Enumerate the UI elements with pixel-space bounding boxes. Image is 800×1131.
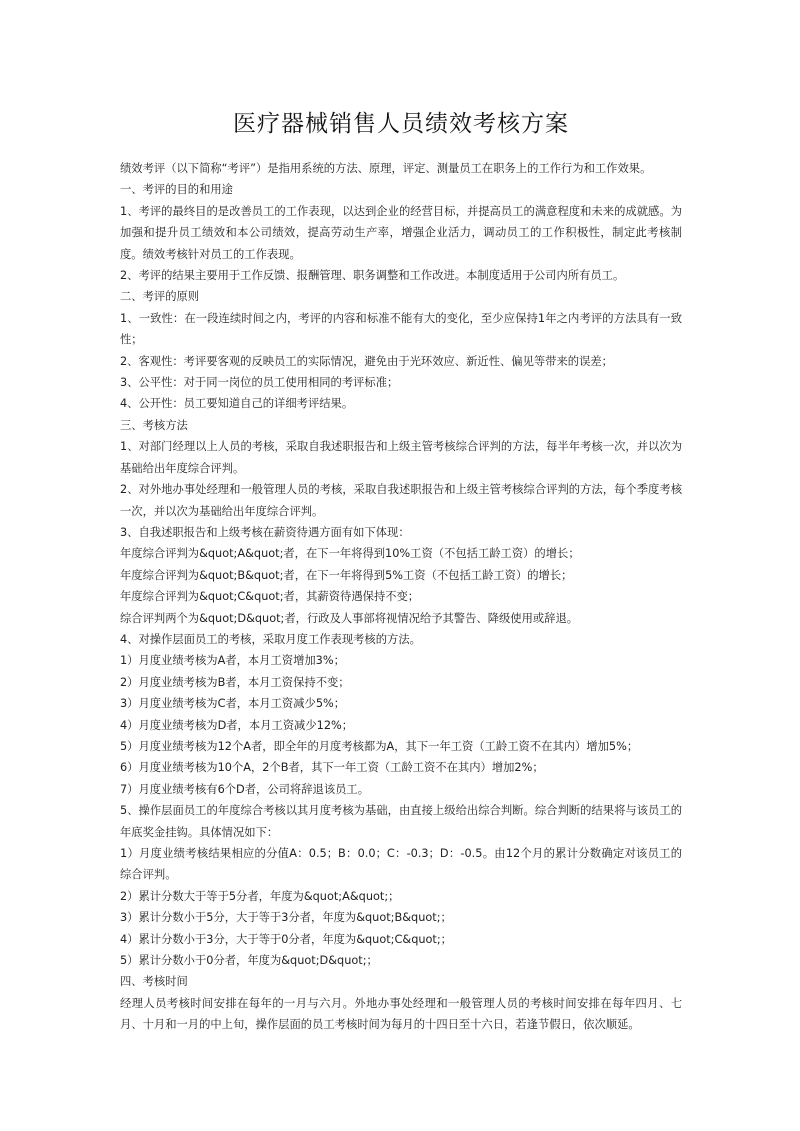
paragraph: 6）月度业绩考核为10个A，2个B者，其下一年工资（工龄工资不在其内）增加2%； <box>120 761 544 775</box>
paragraph: 2）月度业绩考核为B者，本月工资保持不变； <box>120 675 350 689</box>
document-title: 医疗器械销售人员绩效考核方案 <box>233 111 569 137</box>
paragraph: 5）月度业绩考核为12个A者，即全年的月度考核都为A，其下一年工资（工龄工资不在其内）增加5%； <box>120 739 639 753</box>
paragraph: 5、操作层面员工的年度综合考核以其月度考核为基础，由直接上级给出综合判断。综合判断的结果将与该员工的年底奖金挂钩。具体情况如下： <box>120 804 682 839</box>
paragraph: 1）月度业绩考核为A者，本月工资增加3%； <box>120 654 345 668</box>
paragraph: 年度综合评判为&quot;A&quot;者，在下一年将得到10%工资（不包括工龄工资）的增长； <box>120 547 580 561</box>
paragraph: 4、公开性：员工要知道自己的详细考评结果。 <box>120 397 354 411</box>
paragraph: 3）月度业绩考核为C者，本月工资减少5%； <box>120 697 346 711</box>
paragraph: 4）累计分数小于3分，大于等于0分者，年度为&quot;C&quot;； <box>120 932 452 946</box>
paragraph: 3、公平性：对于同一岗位的员工使用相同的考评标准； <box>120 376 399 390</box>
paragraph: 7）月度业绩考核有6个D者，公司将辞退该员工。 <box>120 782 370 796</box>
paragraph: 4）月度业绩考核为D者，本月工资减少12%； <box>120 718 354 732</box>
paragraph: 三、考核方法 <box>120 418 188 432</box>
paragraph: 一、考评的目的和用途 <box>120 183 233 197</box>
paragraph: 5）累计分数小于0分者，年度为&quot;D&quot;； <box>120 954 378 968</box>
paragraph: 4、对操作层面员工的考核，采取月度工作表现考核的方法。 <box>120 632 421 646</box>
paragraph: 二、考评的原则 <box>120 290 200 304</box>
paragraph: 综合评判两个为&quot;D&quot;者，行政及人事部将视情况给予其警告、降级使用或辞退。 <box>120 611 579 625</box>
paragraph: 四、考核时间 <box>120 975 188 989</box>
paragraph: 3、自我述职报告和上级考核在薪资待遇方面有如下体现： <box>120 525 410 539</box>
paragraph: 1、一致性：在一段连续时间之内，考评的内容和标准不能有大的变化，至少应保持1年之内考评的方法具有一致性； <box>120 311 682 347</box>
paragraph: 2）累计分数大于等于5分者，年度为&quot;A&quot;； <box>120 889 400 903</box>
paragraph: 1）月度业绩考核结果相应的分值A：0.5；B：0.0；C：-0.3；D：-0.5。由12个月的累计分数确定对该员工的综合评判。 <box>120 847 682 882</box>
paragraph: 3）累计分数小于5分，大于等于3分者，年度为&quot;B&quot;； <box>120 911 452 925</box>
paragraph: 绩效考评（以下简称“考评”）是指用系统的方法、原理，评定、测量员工在职务上的工作行为和工作效果。 <box>120 162 652 175</box>
paragraph: 2、考评的结果主要用于工作反馈、报酬管理、职务调整和工作改进。本制度适用于公司内所有员工。 <box>120 269 625 283</box>
paragraph: 1、对部门经理以上人员的考核，采取自我述职报告和上级主管考核综合评判的方法，每半年考核一次，并以次为基础给出年度综合评判。 <box>120 440 682 475</box>
paragraph: 年度综合评判为&quot;B&quot;者，在下一年将得到5%工资（不包括工龄工资）的增长； <box>120 568 573 582</box>
paragraph: 2、客观性：考评要客观的反映员工的实际情况，避免由于光环效应、新近性、偏见等带来的误差； <box>120 354 613 368</box>
paragraph: 经理人员考核时间安排在每年的一月与六月。外地办事处经理和一般管理人员的考核时间安排在每年四月、七月、十月和一月的中上旬，操作层面的员工考核时间为每月的十四日至十六日，若逢节假日，依次顺延。 <box>120 996 682 1032</box>
paragraph: 年度综合评判为&quot;C&quot;者，其薪资待遇保持不变； <box>120 590 420 604</box>
document-body <box>120 158 682 1036</box>
paragraph: 2、对外地办事处经理和一般管理人员的考核，采取自我述职报告和上级主管考核综合评判的方法，每个季度考核一次，并以次为基础给出年度综合评判。 <box>120 483 682 518</box>
paragraph: 1、考评的最终目的是改善员工的工作表现，以达到企业的经营目标，并提高员工的满意程度和未来的成就感。为加强和提升员工绩效和本公司绩效，提高劳动生产率，增强企业活力，调动员工的工作积极性，制定此考核制度。绩效考核针对员工的工作表现。 <box>120 204 682 261</box>
